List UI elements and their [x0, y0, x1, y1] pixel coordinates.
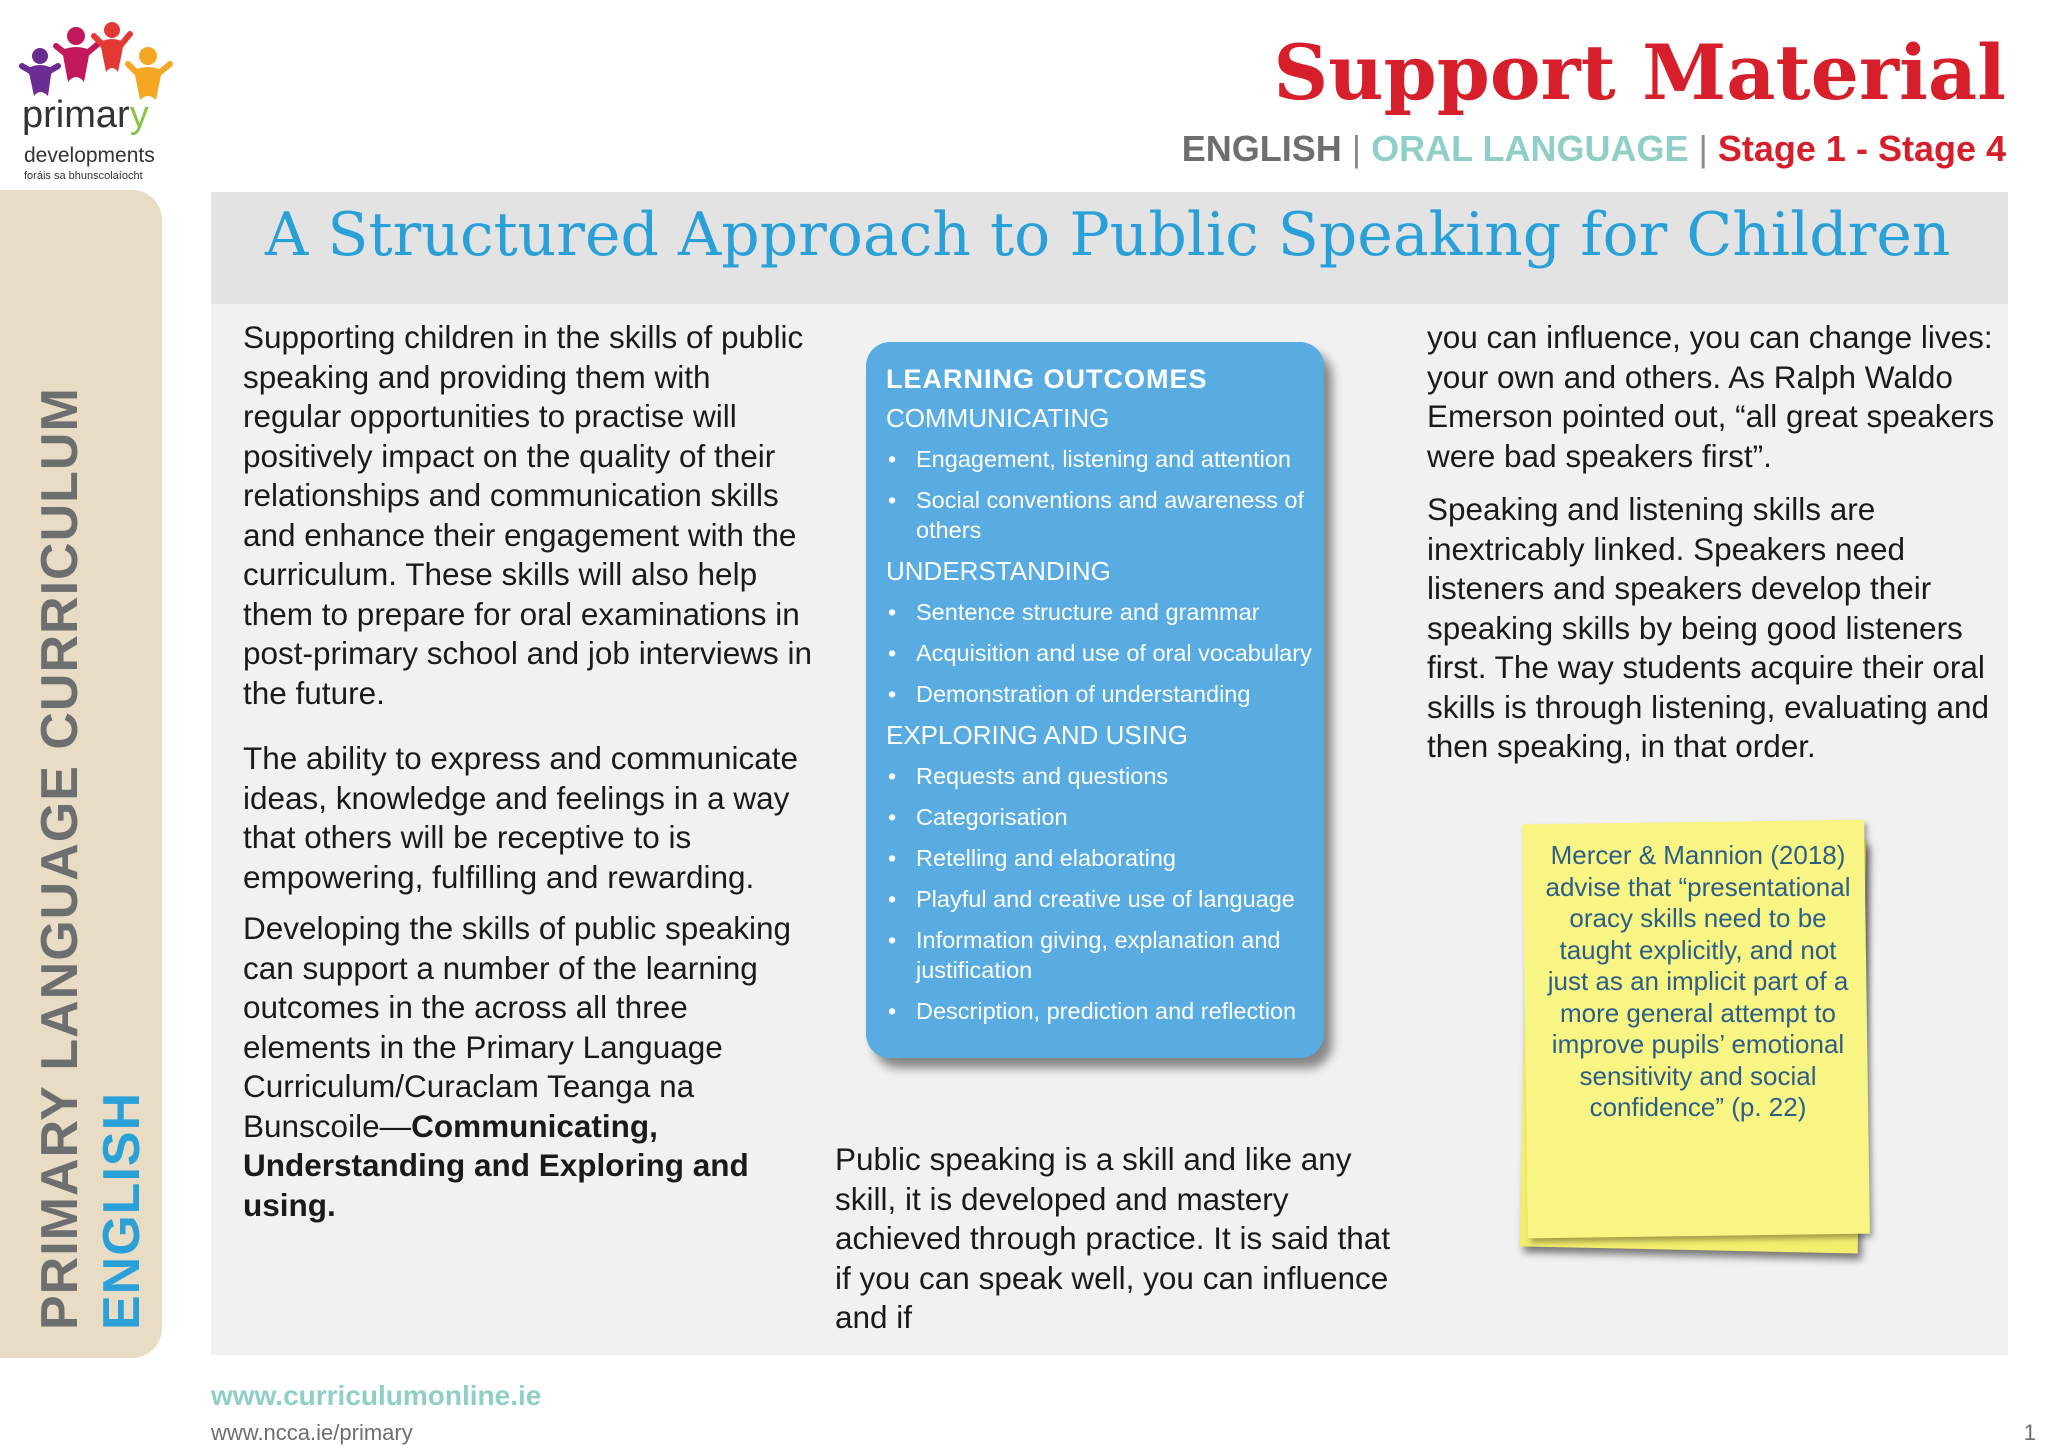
people-figures-icon [18, 16, 178, 106]
lo-item: • Demonstration of understanding [886, 679, 1324, 709]
middle-column [835, 1140, 1395, 1364]
learning-outcomes-heading: LEARNING OUTCOMES [886, 364, 1208, 394]
lo-item: • Engagement, listening and attention [886, 444, 1324, 474]
sticky-note-quote: Mercer & Mannion (2018) advise that “presentational oracy skills need to be taught explicitly, and not just as an implicit part of a more general attempt to improve pupils’ emotional sensitivity and social confidence” (p. 22) [1545, 840, 1851, 1122]
right-column [1427, 318, 1997, 793]
lo-item: • Requests and questions [886, 761, 1324, 791]
paragraph: Speaking and listening skills are inextricably linked. Speakers need listeners and speakers develop their speaking skills by being good listeners first. The way students acquire their oral skills is through listening, evaluating and then speaking, in that order. [1427, 491, 1990, 764]
paragraph: The ability to express and communicate ideas, knowledge and feelings in a way that others will be receptive to is empowering, fulfilling and rewarding. [243, 740, 799, 895]
learning-outcomes-box [866, 342, 1324, 1058]
logo-subtitle: developments [24, 144, 155, 167]
side-tab-curriculum: PRIMARY LANGUAGE CURRICULUM [31, 387, 89, 1330]
paragraph: Developing the skills of public speaking can support a number of the learning outcomes in the across all three elements in the Primary Language Curriculum/Curaclam Teanga na Bunscoile—Communicating, Understanding and Exploring and using. [243, 910, 792, 1223]
stage-label: Stage 1 - Stage 4 [1717, 128, 2006, 169]
page-title: A Structured Approach to Public Speaking for Children [265, 200, 1951, 270]
lo-item: • Playful and creative use of language [886, 884, 1324, 914]
separator: | [1351, 128, 1362, 169]
strand-label: ORAL LANGUAGE [1371, 128, 1689, 169]
separator: | [1698, 128, 1708, 169]
ncca-link[interactable]: www.ncca.ie/primary [211, 1420, 413, 1445]
side-tab-english: ENGLISH [93, 1091, 151, 1330]
lo-section-title: UNDERSTANDING [886, 556, 1111, 586]
lo-item: • Information giving, explanation and justification [886, 925, 1324, 985]
lo-section-title: COMMUNICATING [886, 403, 1110, 433]
bold-elements: Communicating, Understanding and Exploring and using. [243, 1107, 749, 1223]
lo-item: • Acquisition and use of oral vocabulary [886, 638, 1324, 668]
paragraph: you can influence, you can change lives: your own and others. As Ralph Waldo Emerson pointed out, “all great speakers were bad speakers first”. [1427, 319, 1995, 474]
paragraph: Supporting children in the skills of public speaking and providing them with regular opportunities to practise will positively impact on the quality of their relationships and communication skills and enhance their engagement with the curriculum. These skills will also help them to prepare for oral examinations in post-primary school and job interviews in the future. [243, 319, 812, 711]
logo-irish-subtitle: foráis sa bhunscolaíocht [24, 170, 143, 182]
lo-item: • Retelling and elaborating [886, 843, 1324, 873]
page-number: 1 [2023, 1420, 2036, 1445]
lo-item: • Social conventions and awareness of others [886, 485, 1324, 545]
primary-developments-logo [18, 16, 188, 182]
lo-item: • Categorisation [886, 802, 1324, 832]
left-column [243, 318, 813, 1251]
lo-item: • Description, prediction and reflection [886, 996, 1324, 1026]
subject-label: ENGLISH [1181, 128, 1342, 169]
logo-wordmark: primary [22, 94, 149, 136]
support-material-title: Support Material [1273, 28, 2006, 117]
header-subtitle [1182, 128, 2006, 170]
paragraph: Public speaking is a skill and like any skill, it is developed and mastery achieved through practice. It is said that if you can speak well, you can influence and if [835, 1141, 1391, 1335]
curriculum-online-link[interactable]: www.curriculumonline.ie [211, 1380, 542, 1411]
side-tab-text [30, 330, 150, 1330]
lo-section-title: EXPLORING AND USING [886, 720, 1188, 750]
lo-item: • Sentence structure and grammar [886, 597, 1324, 627]
